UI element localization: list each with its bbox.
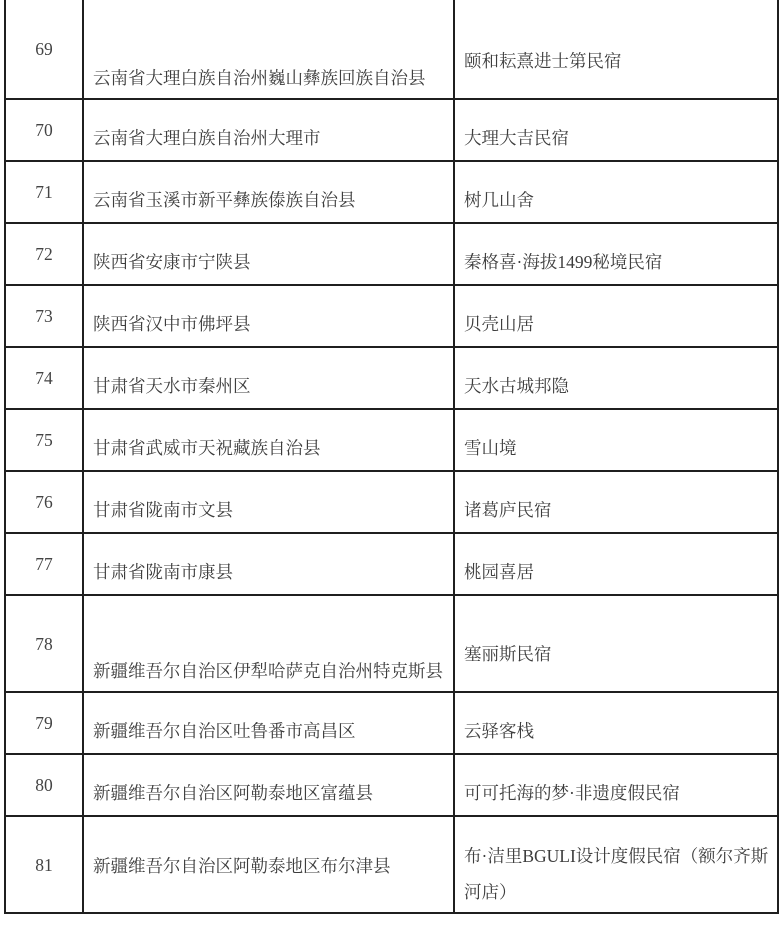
table-row [5,285,778,347]
homestay-name-text: 云驿客栈 [464,721,534,741]
homestay-name-cell [454,285,778,347]
table-row [5,99,778,161]
row-number: 79 [5,692,83,754]
table-row [5,347,778,409]
homestay-name-text: 贝壳山居 [464,314,534,334]
row-number: 81 [5,816,83,913]
row-number: 76 [5,471,83,533]
location-text: 新疆维吾尔自治区伊犁哈萨克自治州特克斯县 [93,661,443,681]
homestay-name-text: 天水古城邦隐 [464,376,569,396]
homestay-name-cell [454,0,778,99]
location-cell [83,161,454,223]
homestay-name-text: 大理大吉民宿 [464,128,569,148]
table-row [5,692,778,754]
location-text: 甘肃省武威市天祝藏族自治县 [93,438,321,458]
homestay-name-cell [454,161,778,223]
homestay-name-cell [454,99,778,161]
location-text: 新疆维吾尔自治区阿勒泰地区富蕴县 [93,783,373,803]
homestay-name-text: 雪山境 [464,438,517,458]
homestay-name-cell [454,816,778,913]
table-row [5,471,778,533]
homestay-name-text: 诸葛庐民宿 [464,500,552,520]
homestay-list-table [4,0,779,914]
homestay-name-cell [454,347,778,409]
table-row [5,533,778,595]
location-text: 新疆维吾尔自治区阿勒泰地区布尔津县 [93,856,391,876]
homestay-name-text: 颐和耘熹进士第民宿 [464,51,622,71]
location-text: 甘肃省天水市秦州区 [93,376,251,396]
location-cell [83,0,454,99]
location-cell [83,816,454,913]
location-cell [83,754,454,816]
homestay-name-text: 桃园喜居 [464,562,534,582]
location-text: 云南省大理白族自治州巍山彝族回族自治县 [93,68,426,88]
location-cell [83,223,454,285]
row-number: 73 [5,285,83,347]
homestay-name-cell [454,754,778,816]
location-cell [83,533,454,595]
homestay-name-cell [454,692,778,754]
row-number: 77 [5,533,83,595]
location-cell [83,99,454,161]
table-row [5,816,778,913]
location-text: 云南省大理白族自治州大理市 [93,128,321,148]
location-text: 甘肃省陇南市文县 [93,500,233,520]
location-text: 陕西省汉中市佛坪县 [93,314,251,334]
table-row [5,223,778,285]
row-number: 71 [5,161,83,223]
homestay-name-cell [454,533,778,595]
location-cell [83,471,454,533]
homestay-name-cell [454,471,778,533]
table-row [5,0,778,99]
table-row [5,409,778,471]
row-number: 75 [5,409,83,471]
table-row [5,161,778,223]
location-cell [83,692,454,754]
homestay-name-text: 可可托海的梦·非遗度假民宿 [464,783,680,803]
row-number: 78 [5,595,83,692]
location-text: 新疆维吾尔自治区吐鲁番市高昌区 [93,721,356,741]
row-number: 69 [5,0,83,99]
location-text: 云南省玉溪市新平彝族傣族自治县 [93,190,356,210]
table-row [5,754,778,816]
homestay-name-text: 树几山舍 [464,190,534,210]
location-cell [83,595,454,692]
location-cell [83,409,454,471]
homestay-name-cell [454,409,778,471]
homestay-name-text: 塞丽斯民宿 [464,644,552,664]
homestay-name-cell [454,595,778,692]
homestay-name-cell [454,223,778,285]
row-number: 74 [5,347,83,409]
table-row [5,595,778,692]
location-text: 甘肃省陇南市康县 [93,562,233,582]
homestay-name-text: 布·洁里BGULI设计度假民宿（额尔齐斯河店） [464,846,769,902]
location-text: 陕西省安康市宁陕县 [93,252,251,272]
row-number: 80 [5,754,83,816]
row-number: 70 [5,99,83,161]
location-cell [83,285,454,347]
location-cell [83,347,454,409]
row-number: 72 [5,223,83,285]
homestay-name-text: 秦格喜·海拔1499秘境民宿 [464,252,663,272]
